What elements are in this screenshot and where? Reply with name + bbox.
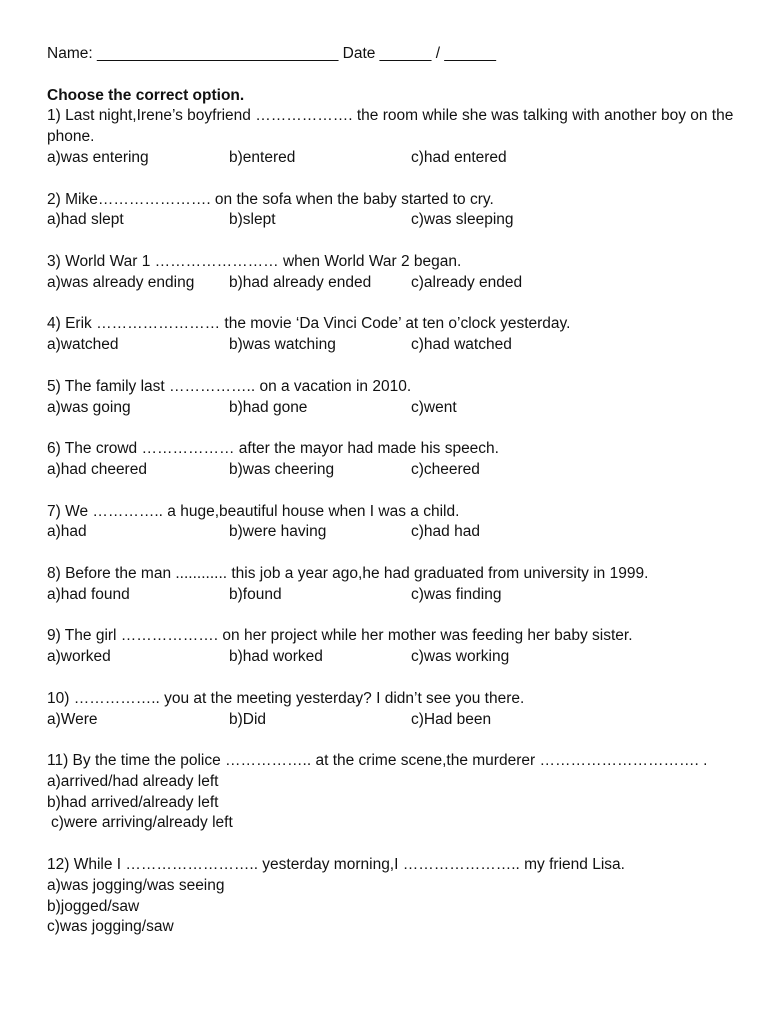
worksheet-page [47,44,737,938]
question-text: 8) Before the man ............ this job a year ago,he had graduated from university in 1999. [47,564,649,582]
option-b: b)slept [229,211,276,229]
options-row [47,210,737,231]
question-5 [47,377,737,419]
question-text: 7) We ………….. a huge,beautiful house when I was a child. [47,502,460,520]
options-row [47,460,737,481]
question-2 [47,190,737,232]
option-a: a)had found [47,585,130,603]
spacer [47,730,737,751]
instructions-heading: Choose the correct option. [47,86,245,104]
spacer [47,169,737,190]
options-row [47,522,737,543]
options-row [47,148,737,169]
option-b: b)had worked [229,648,323,666]
option-a: a)worked [47,648,111,666]
option-b: b)was watching [229,336,336,354]
spacer [47,294,737,315]
spacer [47,231,737,252]
question-text: 9) The girl ………………. on her project while her mother was feeding her baby sister. [47,627,633,645]
spacer [47,606,737,627]
option-c: c)had watched [411,336,512,354]
option-c: c)had entered [411,148,507,166]
question-3 [47,252,737,294]
options-row [47,335,737,356]
option-c: c)Had been [411,710,492,728]
option-a: a)watched [47,336,119,354]
option-a: a)was going [47,398,131,416]
option-c: c)were arriving/already left [51,814,233,832]
option-a: a)had cheered [47,460,147,478]
options-row [47,273,737,294]
question-4 [47,314,737,356]
option-b: b)jogged/saw [47,897,140,915]
option-b: b)had already ended [229,273,372,291]
option-a: a)had slept [47,211,124,229]
question-8 [47,564,737,606]
question-text: 1) Last night,Irene’s boyfriend ………………. the room while she was talking with another boy on the phone. [47,107,734,146]
spacer [47,65,737,86]
option-a: a)was entering [47,148,149,166]
question-text: 6) The crowd ……………… after the mayor had made his speech. [47,440,499,458]
option-b: b)was cheering [229,460,335,478]
option-b: b)had arrived/already left [47,793,219,811]
options-row [47,398,737,419]
question-11 [47,751,737,834]
question-text: 12) While I …………………….. yesterday morning,I ………………….. my friend Lisa. [47,856,625,874]
question-9 [47,626,737,668]
spacer [47,834,737,855]
question-text: 5) The family last …………….. on a vacation in 2010. [47,377,412,395]
option-b: b)were having [229,523,327,541]
name-date-line: Name: ____________________________ Date ______ / ______ [47,45,497,62]
option-b: b)found [229,585,282,603]
question-text: 11) By the time the police …………….. at the crime scene,the murderer …………………………. . [47,752,708,770]
question-6 [47,439,737,481]
option-a: a)Were [47,710,98,728]
question-text: 4) Erik …………………… the movie ‘Da Vinci Code’ at ten o’clock yesterday. [47,315,571,333]
question-1 [47,106,737,168]
spacer [47,418,737,439]
question-text: 10) …………….. you at the meeting yesterday? I didn’t see you there. [47,689,525,707]
spacer [47,481,737,502]
option-c: c)had had [411,523,480,541]
option-a: a)had [47,523,87,541]
question-12 [47,855,737,938]
spacer [47,356,737,377]
options-row [47,647,737,668]
question-7 [47,502,737,544]
option-b: b)had gone [229,398,308,416]
option-c: c)was jogging/saw [47,918,174,936]
option-c: c)was finding [411,585,502,603]
option-b: b)Did [229,710,267,728]
question-text: 3) World War 1 …………………… when World War 2 began. [47,252,462,270]
options-row [47,710,737,731]
option-c: c)cheered [411,460,480,478]
spacer [47,668,737,689]
option-c: c)was working [411,648,510,666]
option-c: c)went [411,398,457,416]
option-a: a)was jogging/was seeing [47,876,225,894]
spacer [47,543,737,564]
question-10 [47,689,737,731]
option-a: a)arrived/had already left [47,772,219,790]
options-row [47,585,737,606]
option-b: b)entered [229,148,296,166]
option-c: c)already ended [411,273,523,291]
question-text: 2) Mike…………………. on the sofa when the baby started to cry. [47,190,494,208]
option-c: c)was sleeping [411,211,514,229]
option-a: a)was already ending [47,273,195,291]
